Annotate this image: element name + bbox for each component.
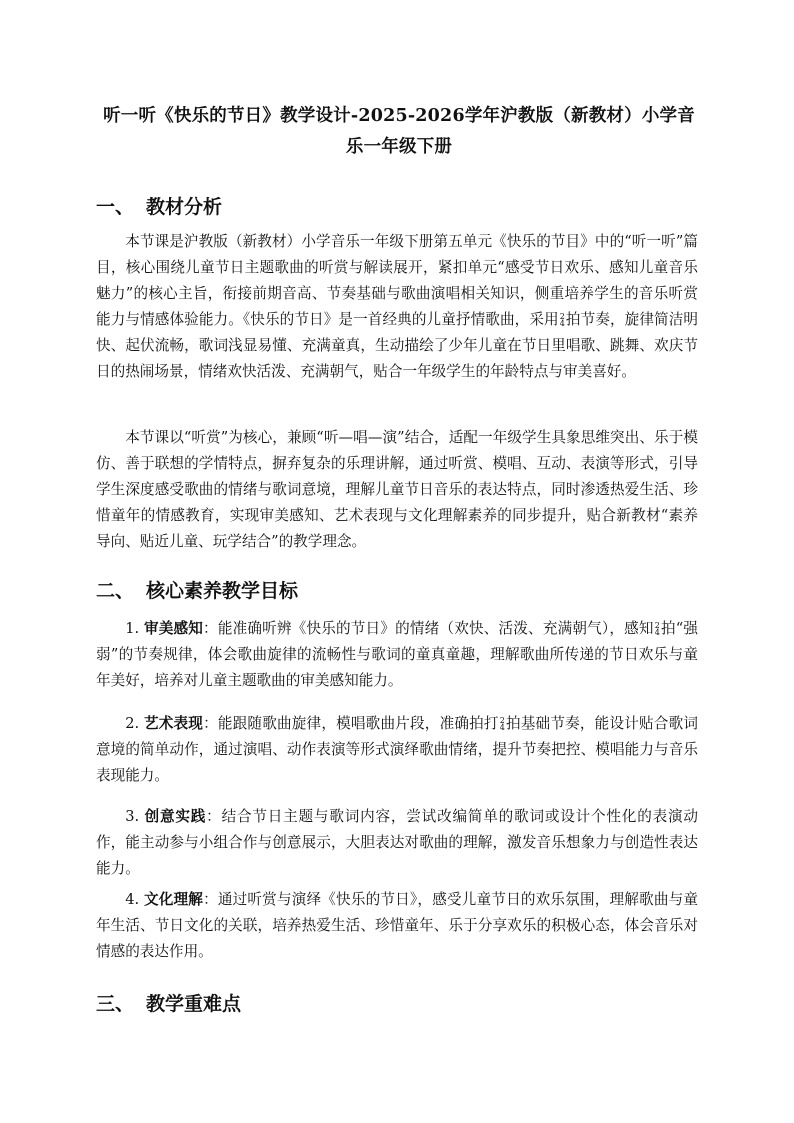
goal-label: 创意实践 (144, 808, 207, 825)
goal-label: 艺术表现 (143, 715, 204, 732)
goal-text: 能准确听辨《快乐的节日》的情绪（欢快、活泼、充满朝气），感知 (217, 620, 654, 637)
goal-text: 结合节日主题与歌词内容，尝试改编简单的歌词或设计个性化的表演动作，能主动参与小组合作与创意展示，大胆表达对歌曲的理解，激发音乐想象力与创造性表达能力。 (96, 808, 698, 878)
goal-number: 1. (125, 620, 140, 637)
section-number: 一、 (96, 196, 135, 218)
goal-item: 1. 审美感知：能准确听辨《快乐的节日》的情绪（欢快、活泼、充满朝气），感知 2 4 拍“强弱”的节奏规律，体会歌曲旋律的流畅性与歌词的童真童趣，理解歌曲所传递的节日欢乐与童年美好，培养对儿童主题歌曲的审美感知能力。 (96, 620, 698, 690)
goal-text: 通过听赏与演绎《快乐的节日》，感受儿童节日的欢乐氛围，理解歌曲与童年生活、节日文化的关联，培养热爱生活、珍惜童年、乐于分享欢乐的积极心态，体会音乐对情感的表达作用。 (96, 891, 698, 961)
section-heading-key-points (96, 991, 241, 1017)
section-heading-goals (96, 578, 298, 604)
goal-number: 3. (125, 808, 140, 825)
analysis-paragraph-2: 本节课以“听赏”为核心，兼顾“听—唱—演”结合，适配一年级学生具象思维突出、乐于模仿、善于联想的学情特点，摒弃复杂的乐理讲解，通过听赏、模唱、互动、表演等形式，引导学生深度感受歌曲的情绪与歌词意境，理解儿童节日音乐的表达特点，同时渗透热爱生活、珍惜童年的情感教育，实现审美感知、艺术表现与文化理解素养的同步提升，贴合新教材“素养导向、贴近儿童、玩学结合”的教学理念。 (96, 429, 698, 551)
section-title: 核心素养教学目标 (146, 580, 299, 602)
section-number: 三、 (96, 993, 135, 1015)
goal-text: 拍基础节奏，能设计贴合歌词意境的简单动作，通过演唱、动作表演等形式演绎歌曲情绪，提升节奏把控、模唱能力与音乐表现能力。 (96, 715, 698, 785)
goal-label: 文化理解 (143, 891, 204, 908)
section-number: 二、 (96, 580, 135, 602)
analysis-paragraph-1 (96, 229, 698, 386)
section-title: 教学重难点 (146, 993, 242, 1015)
goal-number: 4. (125, 891, 140, 908)
analysis-text-a: 本节课是沪教版（新教材）小学音乐一年级下册第五单元《快乐的节目》中的“听一听”篇目，核心围绕儿童节日主题歌曲的听赏与解读展开，紧扣单元“感受节日欢乐、感知儿童音乐魅力”的核心主旨，衔接前期音高、节奏基础与歌曲演唱相关知识，侧重培养学生的音乐听赏能力与情感体验能力。《快乐的节日》是一首经典的儿童抒情歌曲，采用 (96, 233, 698, 329)
goal-label: 审美感知 (143, 620, 204, 637)
goal-item: 4. 文化理解：通过听赏与演绎《快乐的节日》，感受儿童节日的欢乐氛围，理解歌曲与童年生活、节日文化的关联，培养热爱生活、珍惜童年、乐于分享欢乐的积极心态，体会音乐对情感的表达作用。 (96, 891, 698, 961)
time-signature: 2 4 (559, 312, 565, 329)
time-signature: 2 4 (654, 621, 660, 637)
goal-text: 能跟随歌曲旋律，模唱歌曲片段，准确拍打 (217, 715, 499, 732)
goal-item: 3. 创意实践：结合节日主题与歌词内容，尝试改编简单的歌词或设计个性化的表演动作，能主动参与小组合作与创意展示，大胆表达对歌曲的理解，激发音乐想象力与创造性表达能力。 (96, 808, 698, 878)
section-title: 教材分析 (146, 196, 223, 218)
section-heading-analysis (96, 194, 222, 220)
time-signature: 2 4 (499, 716, 505, 732)
document-title: 听一听《快乐的节日》教学设计-2025-2026学年沪教版（新教材）小学音乐一年级下册 (103, 106, 695, 157)
goal-text: 拍“强弱”的节奏规律，体会歌曲旋律的流畅性与歌词的童真童趣，理解歌曲所传递的节日欢乐与童年美好，培养对儿童主题歌曲的审美感知能力。 (96, 620, 698, 690)
analysis-text-b: 拍节奏，旋律简洁明快、起伏流畅，歌词浅显易懂、充满童真，生动描绘了少年儿童在节日里唱歌、跳舞、欢庆节日的热闹场景，情绪欢快活泼、充满朝气，贴合一年级学生的年龄特点与审美喜好。 (96, 311, 698, 381)
goal-item: 2. 艺术表现：能跟随歌曲旋律，模唱歌曲片段，准确拍打 2 4 拍基础节奏，能设计贴合歌词意境的简单动作，通过演唱、动作表演等形式演绎歌曲情绪，提升节奏把控、模唱能力与音乐表现能力。 (96, 715, 698, 785)
goal-number: 2. (125, 715, 140, 732)
